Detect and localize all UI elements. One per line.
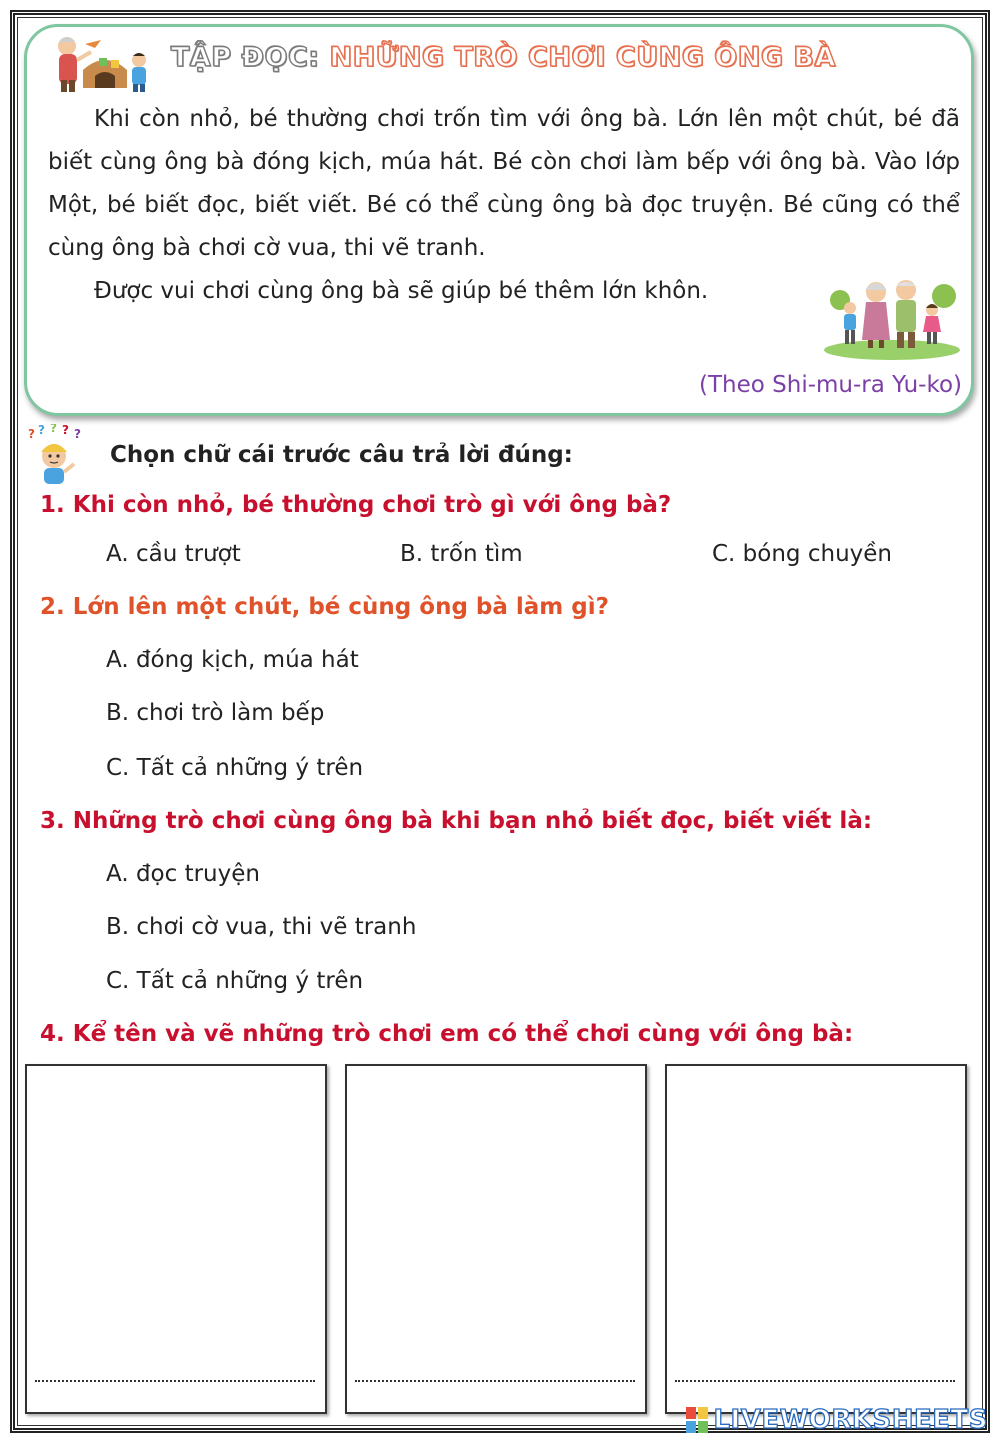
passage-paragraph-2: Được vui chơi cùng ông bà sẽ giúp bé thêm lớn khôn. <box>94 278 709 304</box>
question-2-option-a[interactable]: A. đóng kịch, múa hát <box>106 647 359 673</box>
svg-text:?: ? <box>62 424 69 437</box>
question-1: 1. Khi còn nhỏ, bé thường chơi trò gì với ông bà? <box>40 492 672 518</box>
drawing-box-1-answer-line[interactable] <box>35 1380 315 1382</box>
question-2-option-b[interactable]: B. chơi trò làm bếp <box>106 700 325 726</box>
question-1-option-b[interactable]: B. trốn tìm <box>400 541 523 567</box>
title-prefix: TẬP ĐỌC: <box>171 42 320 73</box>
drawing-box-2[interactable] <box>345 1064 647 1414</box>
instruction-text: Chọn chữ cái trước câu trả lời đúng: <box>110 442 573 468</box>
liveworksheets-logo-icon <box>685 1406 709 1434</box>
drawing-box-3-answer-line[interactable] <box>675 1380 955 1382</box>
question-3: 3. Những trò chơi cùng ông bà khi bạn nhỏ biết đọc, biết viết là: <box>40 808 873 834</box>
passage-source: (Theo Shi-mu-ra Yu-ko) <box>699 372 962 398</box>
liveworksheets-watermark <box>685 1403 988 1437</box>
drawing-box-3[interactable] <box>665 1064 967 1414</box>
drawing-box-1[interactable] <box>25 1064 327 1414</box>
question-2: 2. Lớn lên một chút, bé cùng ông bà làm gì? <box>40 594 609 620</box>
question-3-option-a[interactable]: A. đọc truyện <box>106 861 260 887</box>
page-title <box>171 42 836 73</box>
svg-text:?: ? <box>74 427 81 441</box>
question-1-option-a[interactable]: A. cầu trượt <box>106 541 241 567</box>
title-row <box>55 30 955 92</box>
title-main: NHỮNG TRÒ CHƠI CÙNG ÔNG BÀ <box>329 42 837 73</box>
watermark-text: LIVEWORKSHEETS <box>713 1405 988 1435</box>
svg-text:?: ? <box>28 427 35 441</box>
question-2-option-c[interactable]: C. Tất cả những ý trên <box>106 755 364 781</box>
family-illustration <box>822 270 962 360</box>
question-3-option-b[interactable]: B. chơi cờ vua, thi vẽ tranh <box>106 914 417 940</box>
svg-text:?: ? <box>38 424 45 437</box>
question-4: 4. Kể tên và vẽ những trò chơi em có thể chơi cùng với ông bà: <box>40 1021 854 1047</box>
thinking-kid-icon <box>24 424 90 486</box>
drawing-box-2-answer-line[interactable] <box>355 1380 635 1382</box>
question-1-option-c[interactable]: C. bóng chuyền <box>712 541 892 567</box>
question-3-option-c[interactable]: C. Tất cả những ý trên <box>106 968 364 994</box>
passage-paragraph-1: Khi còn nhỏ, bé thường chơi trốn tìm với ông bà. Lớn lên một chút, bé đã biết cùng ông bà đóng kịch, múa hát. Bé còn chơi làm bếp với ông bà. Vào lớp Một, bé biết đọc, biết viết. Bé có thể cùng ông bà đọc truyện. Bé cũng có thể cùng ông bà chơi cờ vua, thi vẽ tranh. <box>48 106 960 261</box>
svg-text:?: ? <box>50 424 57 435</box>
grandparent-playing-illustration <box>55 30 155 92</box>
